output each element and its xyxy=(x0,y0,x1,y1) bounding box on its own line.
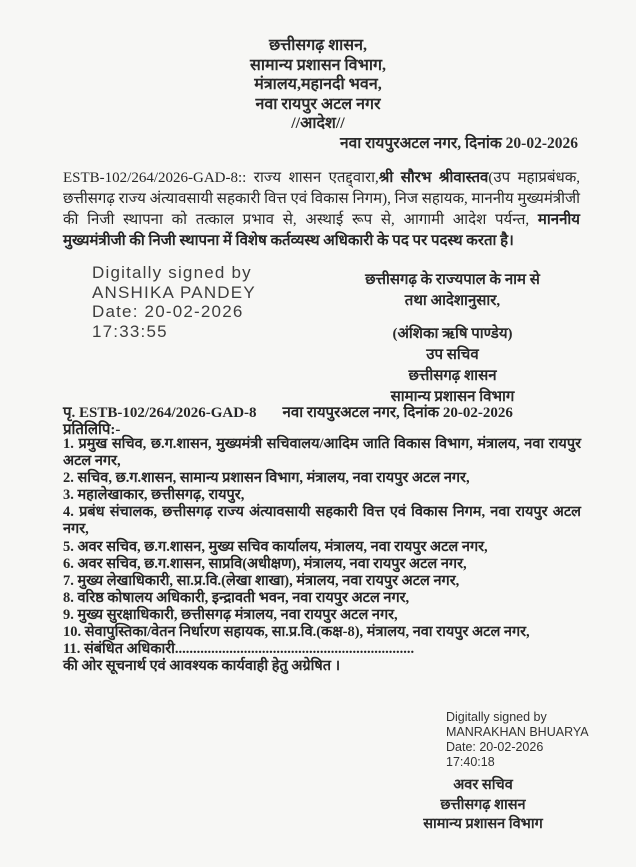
letterhead-building: मंत्रालय,महानदी भवन, xyxy=(254,76,382,93)
list-item: 11. संबंधित अधिकारी.................................................................. xyxy=(63,641,415,658)
list-item: 8. वरिष्ठ कोषालय अधिकारी, इन्द्रावती भवन, नवा रायपुर अटल नगर, xyxy=(63,589,410,606)
signatory1-dept: सामान्य प्रशासन विभाग xyxy=(390,389,515,405)
endorsement-place-date: नवा रायपुरअटल नगर, दिनांक 20-02-2026 xyxy=(282,405,513,421)
order-ref-number: ESTB-102/264/2026-GAD-8:: xyxy=(63,170,247,186)
order-title: //आदेश// xyxy=(291,115,345,132)
list-item: 1. प्रमुख सचिव, छ.ग.शासन, मुख्यमंत्री सचिवालय/आदिम जाति विकास विभाग, मंत्रालय, नवा रायपुर अटल नगर, xyxy=(63,436,581,470)
signature1-line1: Digitally signed by xyxy=(92,263,252,282)
signatory2-org: छत्तीसगढ़ शासन xyxy=(440,796,526,813)
signatory2-dept: सामान्य प्रशासन विभाग xyxy=(423,816,543,832)
signature1-signer: ANSHIKA PANDEY xyxy=(92,282,256,302)
signature1-time: 17:33:55 xyxy=(92,321,168,341)
digital-signature-stamp-2 xyxy=(446,710,589,770)
list-item: 4. प्रबंध संचालक, छत्तीसगढ़ राज्य अंत्यावसायी सहकारी वित्त एवं विकास निगम, नवा रायपुर अटल नगर, xyxy=(63,504,581,538)
list-item: 3. महालेखाकार, छत्तीसगढ़, रायपुर, xyxy=(63,487,245,504)
by-order-line1: छत्तीसगढ़ के राज्यपाल के नाम से xyxy=(365,272,540,288)
digital-signature-stamp-1 xyxy=(92,263,256,341)
signature2-time: 17:40:18 xyxy=(446,755,495,769)
spacer xyxy=(335,312,570,324)
endorsement-ref-number: पृ. ESTB-102/264/2026-GAD-8 xyxy=(63,405,257,421)
signatory1-org: छत्तीसगढ़ शासन xyxy=(408,368,497,384)
letterhead xyxy=(0,36,636,134)
endorsement-header xyxy=(63,402,580,422)
signatory2-title: अवर सचिव xyxy=(453,777,513,793)
signature2-line1: Digitally signed by xyxy=(446,710,547,724)
list-item: 7. मुख्य लेखाधिकारी, सा.प्र.वि.(लेखा शाखा), मंत्रालय, नवा रायपुर अटल नगर, xyxy=(63,572,460,589)
order-text-1: राज्य शासन एतद्द्वारा, xyxy=(246,170,379,186)
signature1-date: Date: 20-02-2026 xyxy=(92,302,244,321)
list-item: 10. सेवापुस्तिका/वेतन निर्धारण सहायक, सा.प्र.वि.(कक्ष-8), मंत्रालय, नवा रायपुर अटल नगर, xyxy=(63,624,530,641)
order-text-bold-tail: माननीय मुख्यमंत्रीजी की निजी स्थापना में विशेष कर्तव्यस्थ अधिकारी के पद पर पदस्थ करता है। xyxy=(63,212,580,249)
authority-signature-block xyxy=(335,270,570,408)
list-item: 2. सचिव, छ.ग.शासन, सामान्य प्रशासन विभाग, मंत्रालय, नवा रायपुर अटल नगर, xyxy=(63,470,470,487)
letterhead-city: नवा रायपुर अटल नगर xyxy=(255,95,381,113)
under-secretary-block xyxy=(393,776,573,835)
officer-name: श्री सौरभ श्रीवास्तव xyxy=(378,170,489,186)
signature2-signer: MANRAKHAN BHUARYA xyxy=(446,725,589,739)
signatory1-title: उप सचिव xyxy=(426,347,479,363)
list-item: 6. अवर सचिव, छ.ग.शासन, साप्रवि(अधीक्षण), मंत्रालय, नवा रायपुर अटल नगर, xyxy=(63,555,467,572)
distribution-list xyxy=(63,436,581,675)
signature2-date: Date: 20-02-2026 xyxy=(446,740,544,754)
place-date-line: नवा रायपुरअटल नगर, दिनांक 20-02-2026 xyxy=(339,135,578,152)
list-item: 5. अवर सचिव, छ.ग.शासन, मुख्य सचिव कार्यालय, मंत्रालय, नवा रायपुर अटल नगर, xyxy=(63,538,488,555)
signatory1-name: (अंशिका ऋषि पाण्डेय) xyxy=(392,326,513,342)
copy-to-label: प्रतिलिपि:- xyxy=(63,422,121,438)
by-order-line2: तथा आदेशानुसार, xyxy=(404,293,501,309)
letterhead-dept: सामान्य प्रशासन विभाग, xyxy=(250,56,386,74)
letterhead-govt: छत्तीसगढ़ शासन, xyxy=(269,37,367,54)
order-body-paragraph xyxy=(63,168,580,252)
list-item: 9. मुख्य सुरक्षाधिकारी, छत्तीसगढ़ मंत्रालय, नवा रायपुर अटल नगर, xyxy=(63,606,398,623)
order-text-2: (उप महाप्रबंधक, छत्तीसगढ़ राज्य अंत्यावसायी सहकारी वित्त एवं विकास निगम), निज सहायक, माननीय मुख्यमंत्रीजी की निजी स्थापना को तत्काल प्रभाव से, अस्थाई रूप से, आगामी आदेश पर्यन्त, xyxy=(63,170,581,228)
forwarding-note: की ओर सूचनार्थ एवं आवश्यक कार्यवाही हेतु अग्रेषित । xyxy=(63,658,341,675)
